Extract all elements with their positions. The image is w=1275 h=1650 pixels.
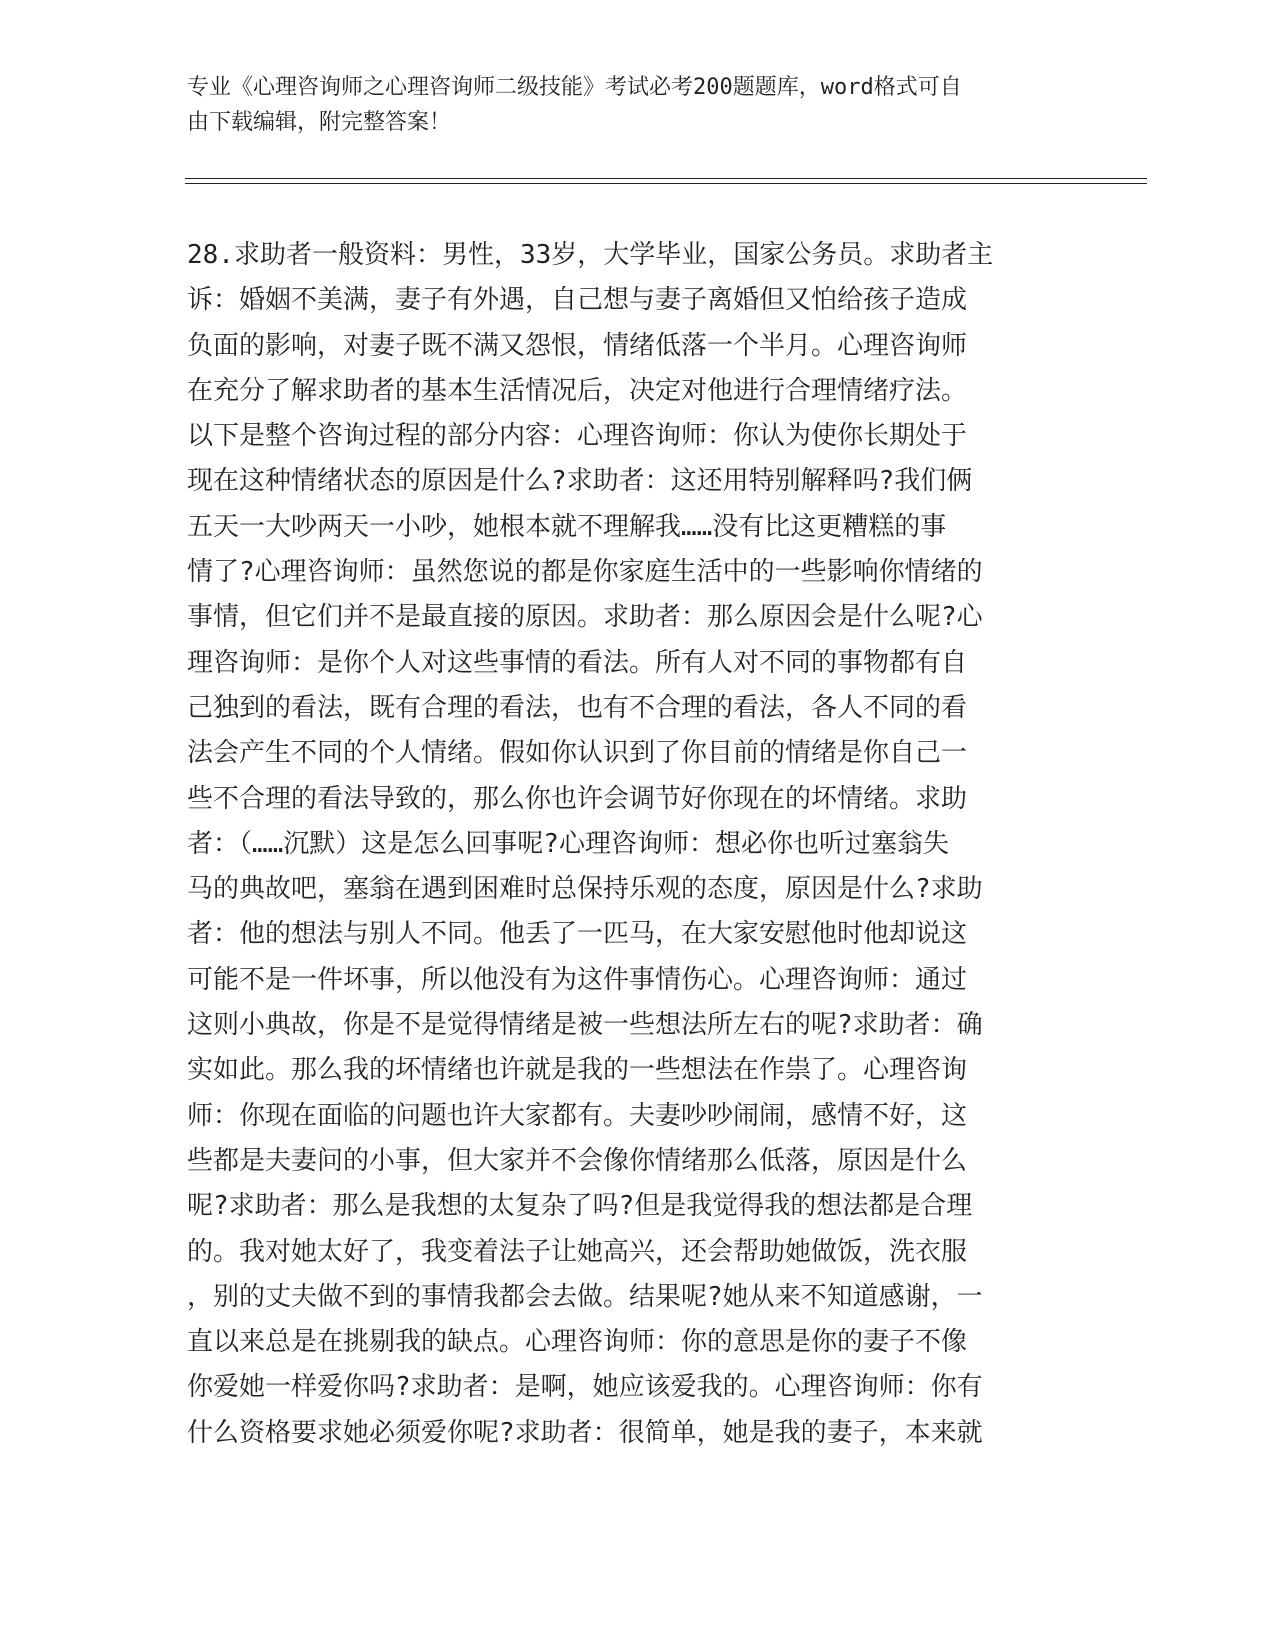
header-line-1: 专业《心理咨询师之心理咨询师二级技能》考试必考200题题库，word格式可自: [187, 75, 962, 100]
body-line: 诉：婚姻不美满，妻子有外遇，自己想与妻子离婚但又怕给孩子造成: [187, 285, 968, 316]
body-line: 五天一大吵两天一小吵，她根本就不理解我……没有比这更糟糕的事: [187, 511, 947, 542]
question-body: [187, 233, 1075, 1456]
body-line: 现在这种情绪状态的原因是什么?求助者：这还用特别解释吗?我们俩: [187, 466, 973, 497]
body-line: 这则小典故，你是不是觉得情绪是被一些想法所左右的呢?求助者：确: [187, 1010, 983, 1041]
body-line: 可能不是一件坏事，所以他没有为这件事情伤心。心理咨询师：通过: [187, 964, 968, 995]
body-line: 负面的影响，对妻子既不满又怨恨，情绪低落一个半月。心理咨询师: [187, 330, 968, 361]
body-line: 呢?求助者：那么是我想的太复杂了吗?但是我觉得我的想法都是合理: [187, 1191, 973, 1222]
body-line: 者：他的想法与别人不同。他丢了一匹马，在大家安慰他时他却说这: [187, 919, 968, 950]
header-rule-top: [185, 178, 1147, 179]
body-line: 情了?心理咨询师：虽然您说的都是你家庭生活中的一些影响你情绪的: [187, 557, 983, 588]
body-line: 你爱她一样爱你吗?求助者：是啊，她应该爱我的。心理咨询师：你有: [187, 1372, 983, 1403]
body-line: 事情，但它们并不是最直接的原因。求助者：那么原因会是什么呢?心: [187, 602, 983, 633]
page-header: [187, 70, 1067, 140]
body-line: 法会产生不同的个人情绪。假如你认识到了你目前的情绪是你自己一: [187, 738, 968, 769]
body-line: 在充分了解求助者的基本生活情况后，决定对他进行合理情绪疗法。: [187, 375, 968, 406]
body-line: 些不合理的看法导致的，那么你也许会调节好你现在的坏情绪。求助: [187, 783, 968, 814]
body-line: 以下是整个咨询过程的部分内容：心理咨询师：你认为使你长期处于: [187, 421, 968, 452]
body-line: ，别的丈夫做不到的事情我都会去做。结果呢?她从来不知道感谢，一: [187, 1281, 983, 1312]
body-line: 师：你现在面临的问题也许大家都有。夫妻吵吵闹闹，感情不好，这: [187, 1100, 968, 1131]
body-line: 己独到的看法，既有合理的看法，也有不合理的看法，各人不同的看: [187, 692, 968, 723]
body-line: 马的典故吧，塞翁在遇到困难时总保持乐观的态度，原因是什么?求助: [187, 874, 983, 905]
header-line-2: 由下载编辑，附完整答案！: [187, 110, 452, 135]
body-line: 什么资格要求她必须爱你呢?求助者：很简单，她是我的妻子，本来就: [187, 1417, 983, 1448]
body-line: 直以来总是在挑剔我的缺点。心理咨询师：你的意思是你的妻子不像: [187, 1327, 968, 1358]
body-line: 者：（……沉默）这是怎么回事呢?心理咨询师：想必你也听过塞翁失: [187, 828, 949, 859]
header-rule-bottom: [185, 183, 1147, 184]
body-line: 28.求助者一般资料：男性，33岁，大学毕业，国家公务员。求助者主: [187, 240, 994, 270]
body-line: 些都是夫妻问的小事，但大家并不会像你情绪那么低落，原因是什么: [187, 1145, 968, 1176]
body-line: 的。我对她太好了，我变着法子让她高兴，还会帮助她做饭，洗衣服: [187, 1236, 968, 1267]
body-line: 理咨询师：是你个人对这些事情的看法。所有人对不同的事物都有自: [187, 647, 968, 678]
body-line: 实如此。那么我的坏情绪也许就是我的一些想法在作祟了。心理咨询: [187, 1055, 968, 1086]
